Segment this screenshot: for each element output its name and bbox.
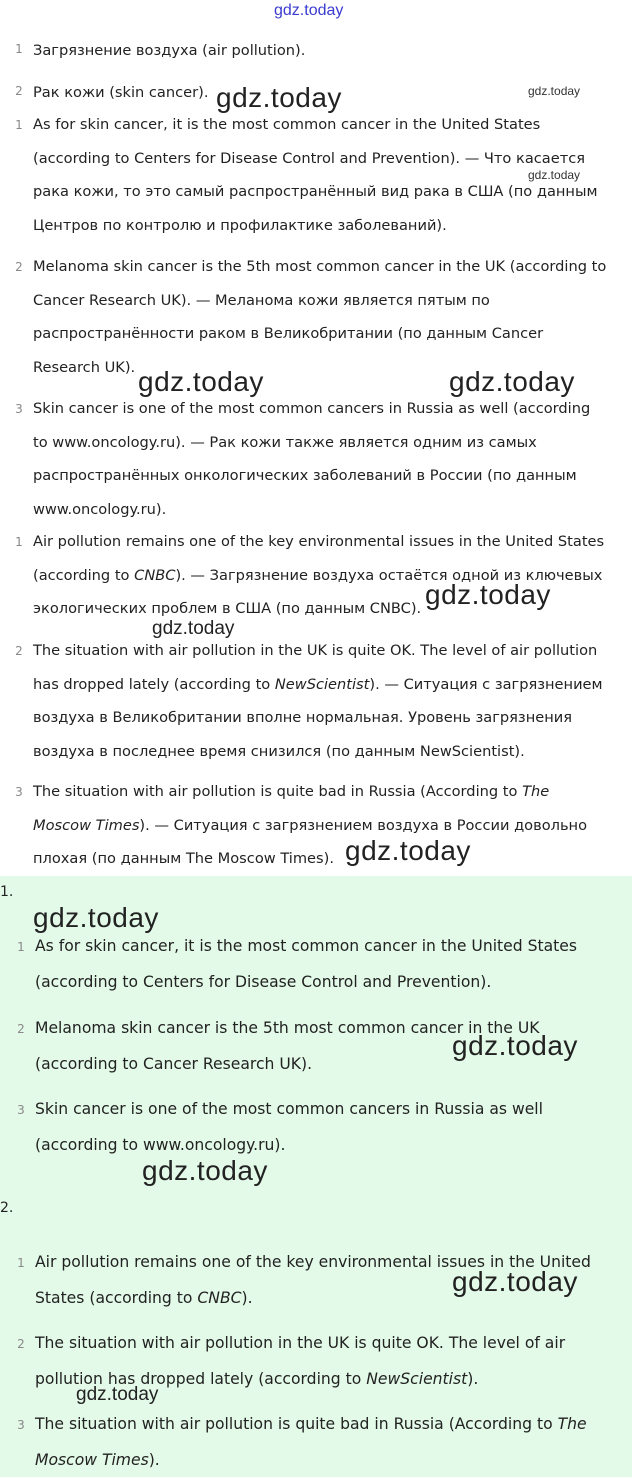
item-number: 3 — [17, 1418, 25, 1432]
item-text — [35, 1091, 628, 1163]
line: рака кожи, то это самый распространённый вид рака в США (по данным — [33, 183, 598, 200]
item-text: Загрязнение воздуха (air pollution). — [33, 42, 306, 59]
watermark: gdz.today — [76, 1384, 159, 1405]
watermark: gdz.today — [452, 1266, 578, 1297]
line: распространённости раком в Великобритании (по данным Cancer — [33, 325, 544, 342]
item-number: 1 — [15, 42, 23, 56]
watermark: gdz.today — [425, 579, 551, 610]
line: Moscow Times). — [35, 1451, 160, 1469]
item-number: 2 — [15, 260, 23, 274]
line: The situation with air pollution is quite bad in Russia (According to The — [33, 783, 550, 800]
line: Air pollution remains one of the key environmental issues in the United — [35, 1253, 591, 1271]
watermark: gdz.today — [449, 366, 575, 397]
watermark: gdz.today — [528, 84, 581, 98]
watermark-top: gdz.today — [274, 2, 344, 19]
item-number: 1 — [17, 940, 25, 954]
part-label: 1. — [0, 884, 14, 900]
line: States (according to CNBC). — [35, 1289, 253, 1307]
line: воздуха в последнее время снизился (по данным NewScientist). — [33, 742, 525, 760]
watermark: gdz.today — [33, 902, 159, 933]
item-number: 2 — [17, 1022, 25, 1036]
item-text — [33, 392, 628, 526]
line: www.oncology.ru). — [33, 500, 167, 518]
line: Melanoma skin cancer is the 5th most common cancer in the UK — [35, 1019, 540, 1037]
line: (according to CNBC). — Загрязнение воздуха остаётся одной из ключевых — [33, 566, 603, 584]
watermark: gdz.today — [142, 1155, 268, 1186]
line: Cancer Research UK). — Меланома кожи является пятым по — [33, 291, 490, 309]
line: Moscow Times). — Ситуация с загрязнением воздуха в России довольно — [33, 816, 588, 834]
item-text: Рак кожи (skin cancer). — [33, 84, 209, 101]
watermark: gdz.today — [152, 618, 235, 639]
item-number: 1 — [15, 118, 23, 132]
line: The situation with air pollution in the UK is quite OK. The level of air — [35, 1334, 566, 1352]
line: pollution has dropped lately (according to NewScientist). — [35, 1370, 479, 1388]
watermark: gdz.today — [138, 366, 264, 397]
part-label: 2. — [0, 1200, 14, 1216]
item-text — [33, 250, 628, 384]
line: (according to Centers for Disease Control and Prevention). — Что касается — [33, 149, 586, 167]
item-text — [33, 634, 628, 768]
line: (according to www.oncology.ru). — [35, 1136, 286, 1154]
line: воздуха в Великобритании вполне нормальная. Уровень загрязнения — [33, 709, 573, 726]
line: Центров по контролю и профилактике заболеваний). — [33, 216, 447, 234]
line: Air pollution remains one of the key environmental issues in the United States — [33, 533, 605, 550]
line: Research UK). — [33, 358, 136, 376]
item-number: 3 — [17, 1103, 25, 1117]
watermark: gdz.today — [216, 82, 342, 113]
item-number: 2 — [17, 1337, 25, 1351]
watermark: gdz.today — [528, 168, 581, 182]
item-number: 3 — [15, 402, 23, 416]
watermark: gdz.today — [345, 835, 471, 866]
line: (according to Cancer Research UK). — [35, 1055, 313, 1073]
line: The situation with air pollution in the UK is quite OK. The level of air pollution — [33, 642, 598, 659]
item-number: 1 — [17, 1256, 25, 1270]
item-number: 3 — [15, 785, 23, 799]
item-number: 2 — [15, 644, 23, 658]
line: плохая (по данным The Moscow Times). — [33, 850, 334, 867]
line: As for skin cancer, it is the most common cancer in the United States — [33, 116, 541, 133]
line: has dropped lately (according to NewScientist). — Ситуация с загрязнением — [33, 675, 603, 693]
item-text — [35, 1406, 628, 1478]
watermark: gdz.today — [452, 1030, 578, 1061]
line: распространённых онкологических заболеваний в России (по данным — [33, 467, 577, 484]
item-text — [33, 775, 628, 876]
item-number: 2 — [15, 84, 23, 98]
line: to www.oncology.ru). — Рак кожи также является одним из самых — [33, 433, 537, 451]
line: As for skin cancer, it is the most common cancer in the United States — [35, 937, 578, 955]
line: (according to Centers for Disease Control and Prevention). — [35, 973, 492, 991]
line: Skin cancer is one of the most common cancers in Russia as well (according — [33, 400, 591, 417]
line: Melanoma skin cancer is the 5th most common cancer in the UK (according to — [33, 258, 607, 275]
item-text — [35, 928, 628, 1000]
line: Skin cancer is one of the most common cancers in Russia as well — [35, 1100, 543, 1118]
item-number: 1 — [15, 535, 23, 549]
line: The situation with air pollution is quite bad in Russia (According to The — [35, 1415, 587, 1433]
line: экологических проблем в США (по данным CNBC). — [33, 600, 422, 617]
